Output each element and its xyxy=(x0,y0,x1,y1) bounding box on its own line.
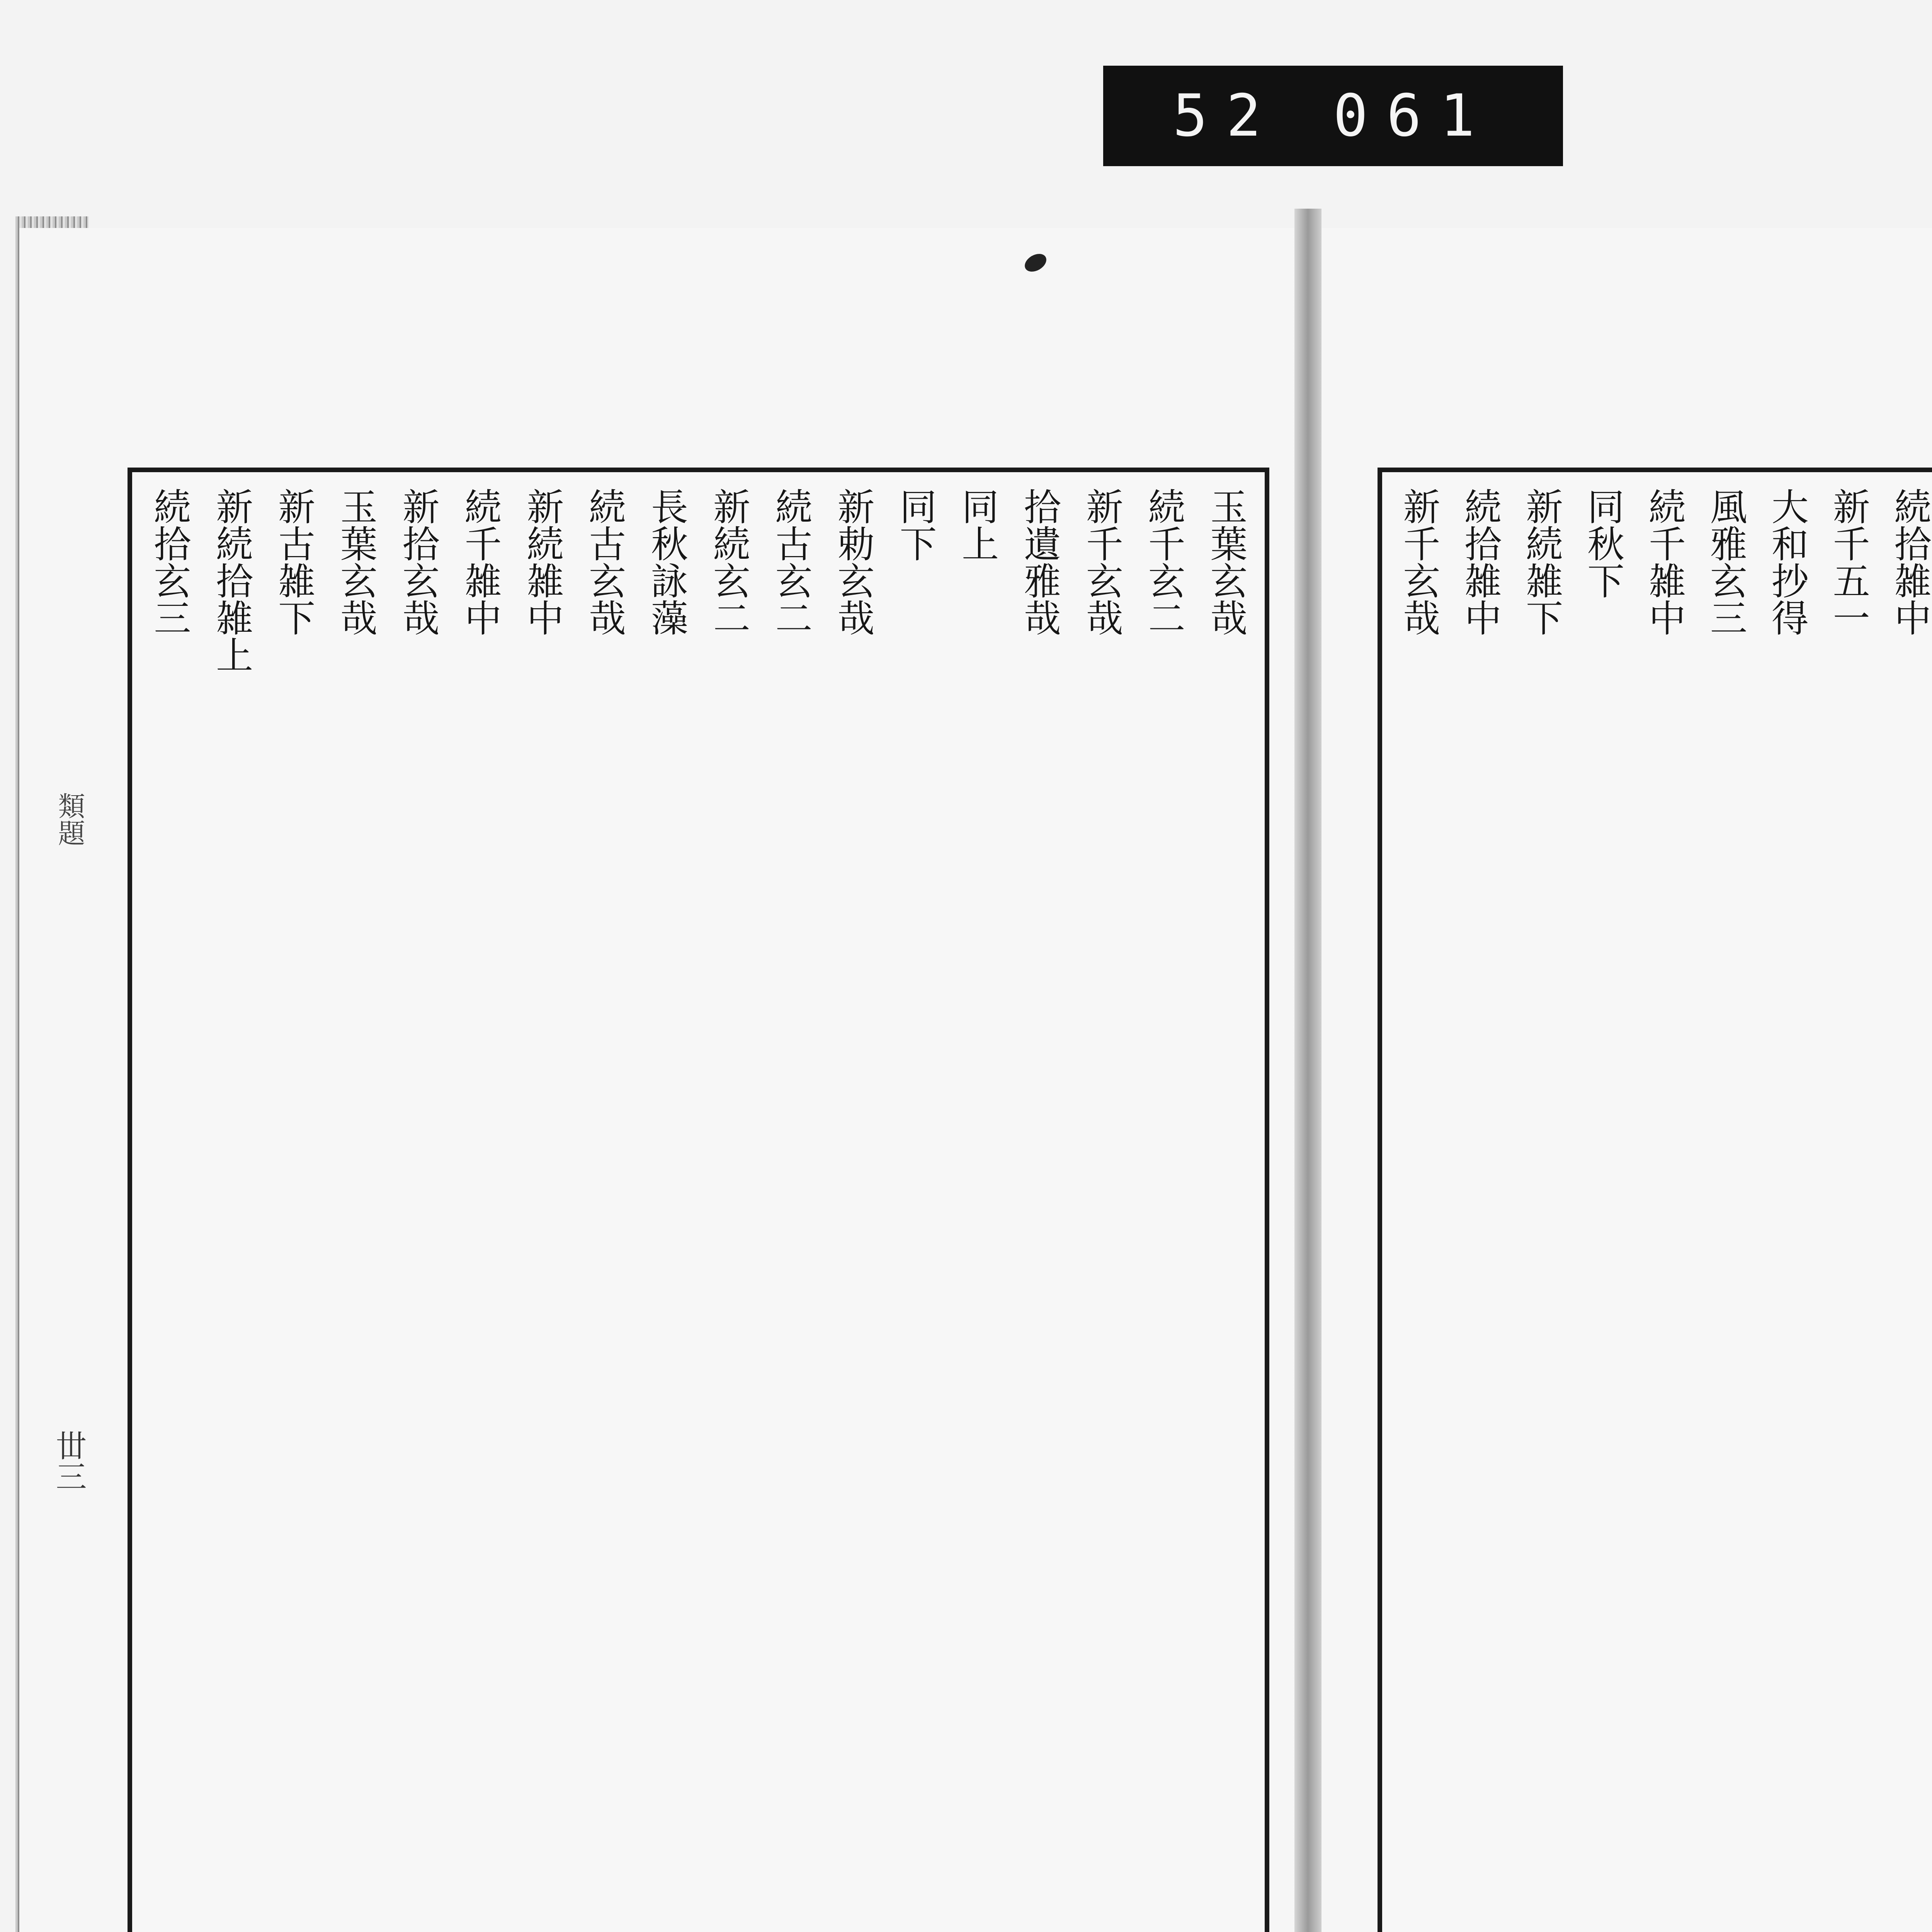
spine-title-left: 類題 xyxy=(54,792,85,846)
poem-column xyxy=(205,488,259,1932)
archive-label-right: 061 xyxy=(1333,82,1493,150)
poem-column xyxy=(1392,488,1446,1932)
poem-column xyxy=(1515,488,1569,1932)
page-number-left: 丗三 xyxy=(51,1430,87,1492)
poem-source: 同上 xyxy=(956,488,999,562)
poem-source: 新古雑下 xyxy=(272,488,316,636)
poem-source: 続拾雑中 xyxy=(1888,488,1932,636)
poem-column xyxy=(1699,488,1753,1932)
right-text-frame xyxy=(1378,468,1932,1932)
poem-source: 続古玄二 xyxy=(769,488,813,636)
book-gutter xyxy=(1294,209,1321,1932)
poem-source: 新千玄哉 xyxy=(1080,488,1124,636)
poem-source: 大和抄得 xyxy=(1765,488,1809,636)
poem-column xyxy=(329,488,383,1932)
poem-source: 玉葉玄哉 xyxy=(334,488,378,636)
poem-column xyxy=(1199,488,1253,1932)
poem-column xyxy=(764,488,818,1932)
poem-source: 新千五一 xyxy=(1827,488,1871,636)
poem-column xyxy=(391,488,445,1932)
poem-source: 同下 xyxy=(893,488,937,562)
poem-column xyxy=(515,488,570,1932)
poem-column xyxy=(1576,488,1630,1932)
poem-column xyxy=(826,488,880,1932)
poem-source: 続古玄哉 xyxy=(583,488,626,636)
poem-source: 新拾玄哉 xyxy=(396,488,440,636)
left-text-frame xyxy=(128,468,1269,1932)
poem-source: 続拾玄三 xyxy=(148,488,191,636)
archive-label-plate xyxy=(1103,66,1563,166)
poem-source: 同秋下 xyxy=(1581,488,1625,599)
poem-source: 続千雑中 xyxy=(1643,488,1686,636)
archive-label-left: 52 xyxy=(1173,82,1280,150)
poem-column xyxy=(1013,488,1067,1932)
poem-source: 新続雑中 xyxy=(520,488,564,636)
poem-source: 続千玄二 xyxy=(1142,488,1186,636)
poem-column xyxy=(1137,488,1191,1932)
poem-column xyxy=(888,488,942,1932)
poem-column xyxy=(1821,488,1876,1932)
poem-column xyxy=(267,488,321,1932)
poem-source: 新続雑下 xyxy=(1520,488,1563,636)
poem-column xyxy=(143,488,197,1932)
poem-column xyxy=(702,488,756,1932)
poem-column xyxy=(1883,488,1932,1932)
poem-column xyxy=(640,488,694,1932)
poem-source: 玉葉玄哉 xyxy=(1204,488,1248,636)
poem-source: 新続拾雑上 xyxy=(210,488,253,673)
poem-column xyxy=(1760,488,1814,1932)
poem-source: 新続玄二 xyxy=(707,488,751,636)
poem-source: 続拾雑中 xyxy=(1458,488,1502,636)
poem-column xyxy=(578,488,632,1932)
poem-source: 風雅玄三 xyxy=(1704,488,1748,636)
poem-source: 新千玄哉 xyxy=(1397,488,1440,636)
poem-source: 続千雑中 xyxy=(459,488,502,636)
poem-column xyxy=(453,488,507,1932)
poem-source: 拾遺雅哉 xyxy=(1018,488,1061,636)
poem-source: 長秋詠藻 xyxy=(645,488,689,636)
poem-column xyxy=(1637,488,1691,1932)
poem-column xyxy=(951,488,1005,1932)
poem-column xyxy=(1453,488,1507,1932)
poem-source: 新勅玄哉 xyxy=(832,488,875,636)
poem-column xyxy=(1075,488,1129,1932)
